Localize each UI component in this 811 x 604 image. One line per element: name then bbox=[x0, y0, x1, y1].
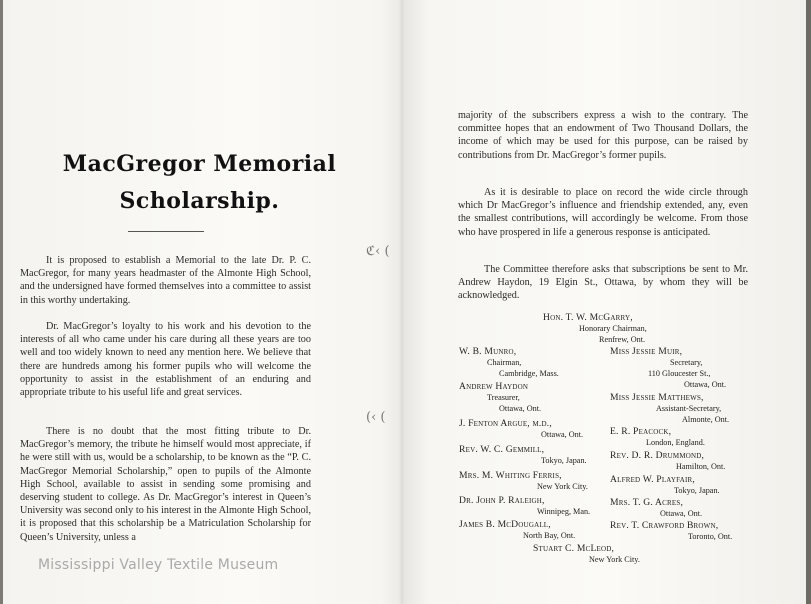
committee-location: Ottawa, Ont. bbox=[541, 430, 584, 439]
committee-location: Hamilton, Ont. bbox=[676, 462, 726, 471]
committee-name: Mrs. M. Whiting Ferris, bbox=[459, 470, 562, 481]
committee-location: London, England. bbox=[646, 438, 705, 447]
title-rule bbox=[128, 231, 204, 232]
committee-role: Assistant-Secretary, bbox=[656, 404, 722, 413]
committee-location: Cambridge, Mass. bbox=[499, 369, 559, 378]
paragraph-intro: It is proposed to establish a Memorial to the late Dr. P. C. MacGregor, for many years headmaster of the Almonte High School, and the undersigned have formed themselves into a committee to assist in this worthy undertaking. bbox=[20, 255, 311, 306]
committee-location: Almonte, Ont. bbox=[682, 415, 730, 424]
committee-name: Mrs. T. G. Acres, bbox=[610, 497, 684, 508]
committee-member bbox=[459, 418, 583, 440]
committee-location: New York City. bbox=[537, 482, 588, 491]
committee-member bbox=[459, 495, 590, 517]
committee-location: Ottawa, Ont. bbox=[499, 404, 542, 413]
paragraph-majority-text: majority of the subscribers express a wish to the contrary. The committee hopes that an endowment of Two Thousand Dollars, the income of which may be used for this purpose, can be raised by contributions from Dr. MacGregor’s former pupils. bbox=[458, 110, 748, 161]
committee-member bbox=[610, 520, 732, 542]
watermark-text: Mississippi Valley Textile Museum bbox=[38, 557, 279, 573]
committee-name: E. R. Peacock, bbox=[610, 426, 672, 437]
committee-role: Secretary, bbox=[670, 358, 703, 367]
committee-location: Renfrew, Ont. bbox=[599, 335, 646, 344]
page-fold bbox=[399, 0, 405, 604]
committee-member bbox=[610, 426, 705, 448]
committee-location: Ottawa, Ont. bbox=[660, 509, 703, 518]
committee-name: W. B. Munro, bbox=[459, 346, 517, 357]
committee-member bbox=[459, 346, 559, 379]
committee-member bbox=[610, 474, 720, 496]
title-line-2: Scholarship. bbox=[119, 188, 280, 214]
committee-location: Winnipeg, Man. bbox=[537, 507, 591, 516]
committee-role: Chairman, bbox=[487, 358, 522, 367]
committee-name: Andrew Haydon bbox=[459, 381, 529, 392]
committee-location: Ottawa, Ont. bbox=[684, 380, 727, 389]
committee-name: Hon. T. W. McGarry, bbox=[543, 312, 633, 323]
committee-member bbox=[533, 543, 640, 565]
committee-member bbox=[610, 346, 726, 390]
committee-name: Miss Jessie Matthews, bbox=[610, 392, 704, 403]
committee-location: North Bay, Ont. bbox=[523, 531, 576, 540]
committee-address: 110 Gloucester St., bbox=[648, 369, 711, 378]
committee-location: Tokyo, Japan. bbox=[674, 486, 720, 495]
committee-member bbox=[459, 470, 588, 492]
paragraph-majority bbox=[458, 109, 748, 162]
paragraph-loyalty: Dr. MacGregor’s loyalty to his work and his devotion to the interests of all who came under his care during all these years are too well and too widely known to need any mention here. We believe that there are hundreds among his former pupils who will welcome the opportunity to assist in the establishment of an enduring and appropriate tribute to his useful life and great services. bbox=[20, 321, 311, 399]
committee-role: Treasurer, bbox=[487, 393, 520, 402]
committee-name: J. Fenton Argue, m.d., bbox=[459, 418, 552, 429]
committee-name: James B. McDougall, bbox=[459, 519, 551, 530]
committee-name: Rev. W. C. Gemmill, bbox=[459, 444, 545, 455]
committee-name: Dr. John P. Raleigh, bbox=[459, 495, 545, 506]
fold-mark-upper: ℭ‹ ( bbox=[366, 244, 390, 259]
paragraph-tribute: There is no doubt that the most fitting tribute to Dr. MacGregor’s memory, the tribute he himself would most appreciate, if he were still with us, would be a scholarship, to be known as the “P. C. MacGregor Memorial Scholarship,” open to pupils of the Almonte High School, available to assist in sending some promising and deserving student to college. As Dr. MacGregor’s interest in Queen’s University was second only to his interest in the Almonte High School, it is proposed that this scholarship be a Matriculation Scholarship for Queen’s University, unless a bbox=[20, 426, 311, 543]
committee-name: Rev. D. R. Drummond, bbox=[610, 450, 705, 461]
paragraph-subscriptions: The Committee therefore asks that subscriptions be sent to Mr. Andrew Haydon, 19 Elgin St., Ottawa, by whom they will be acknowledged. bbox=[458, 264, 748, 302]
fold-mark-lower: (‹ ( bbox=[366, 410, 386, 425]
committee-member bbox=[459, 381, 541, 414]
committee-location: Toronto, Ont. bbox=[688, 532, 733, 541]
committee-location: New York City. bbox=[589, 555, 640, 564]
committee-name: Rev. T. Crawford Brown, bbox=[610, 520, 719, 531]
title-line-1: MacGregor Memorial bbox=[62, 151, 337, 177]
paragraph-record: As it is desirable to place on record the wide circle through which Dr MacGregor’s influence and friendship extended, any, even the smallest contributions, will accordingly be welcome. From those who have prospered in life a generous response is anticipated. bbox=[458, 187, 748, 238]
committee-member bbox=[610, 450, 725, 472]
committee-name: Miss Jessie Muir, bbox=[610, 346, 683, 357]
committee-member bbox=[610, 497, 702, 519]
page-edge-right bbox=[806, 0, 811, 604]
committee-name: Alfred W. Playfair, bbox=[610, 474, 695, 485]
page-edge-left bbox=[0, 0, 3, 604]
committee-name: Stuart C. McLeod, bbox=[533, 543, 615, 554]
committee-chair bbox=[543, 312, 647, 345]
committee-member bbox=[610, 392, 729, 425]
committee-member bbox=[459, 444, 587, 466]
committee-role: Honorary Chairman, bbox=[579, 324, 647, 333]
committee-member bbox=[459, 519, 575, 541]
committee-location: Tokyo, Japan. bbox=[541, 456, 587, 465]
